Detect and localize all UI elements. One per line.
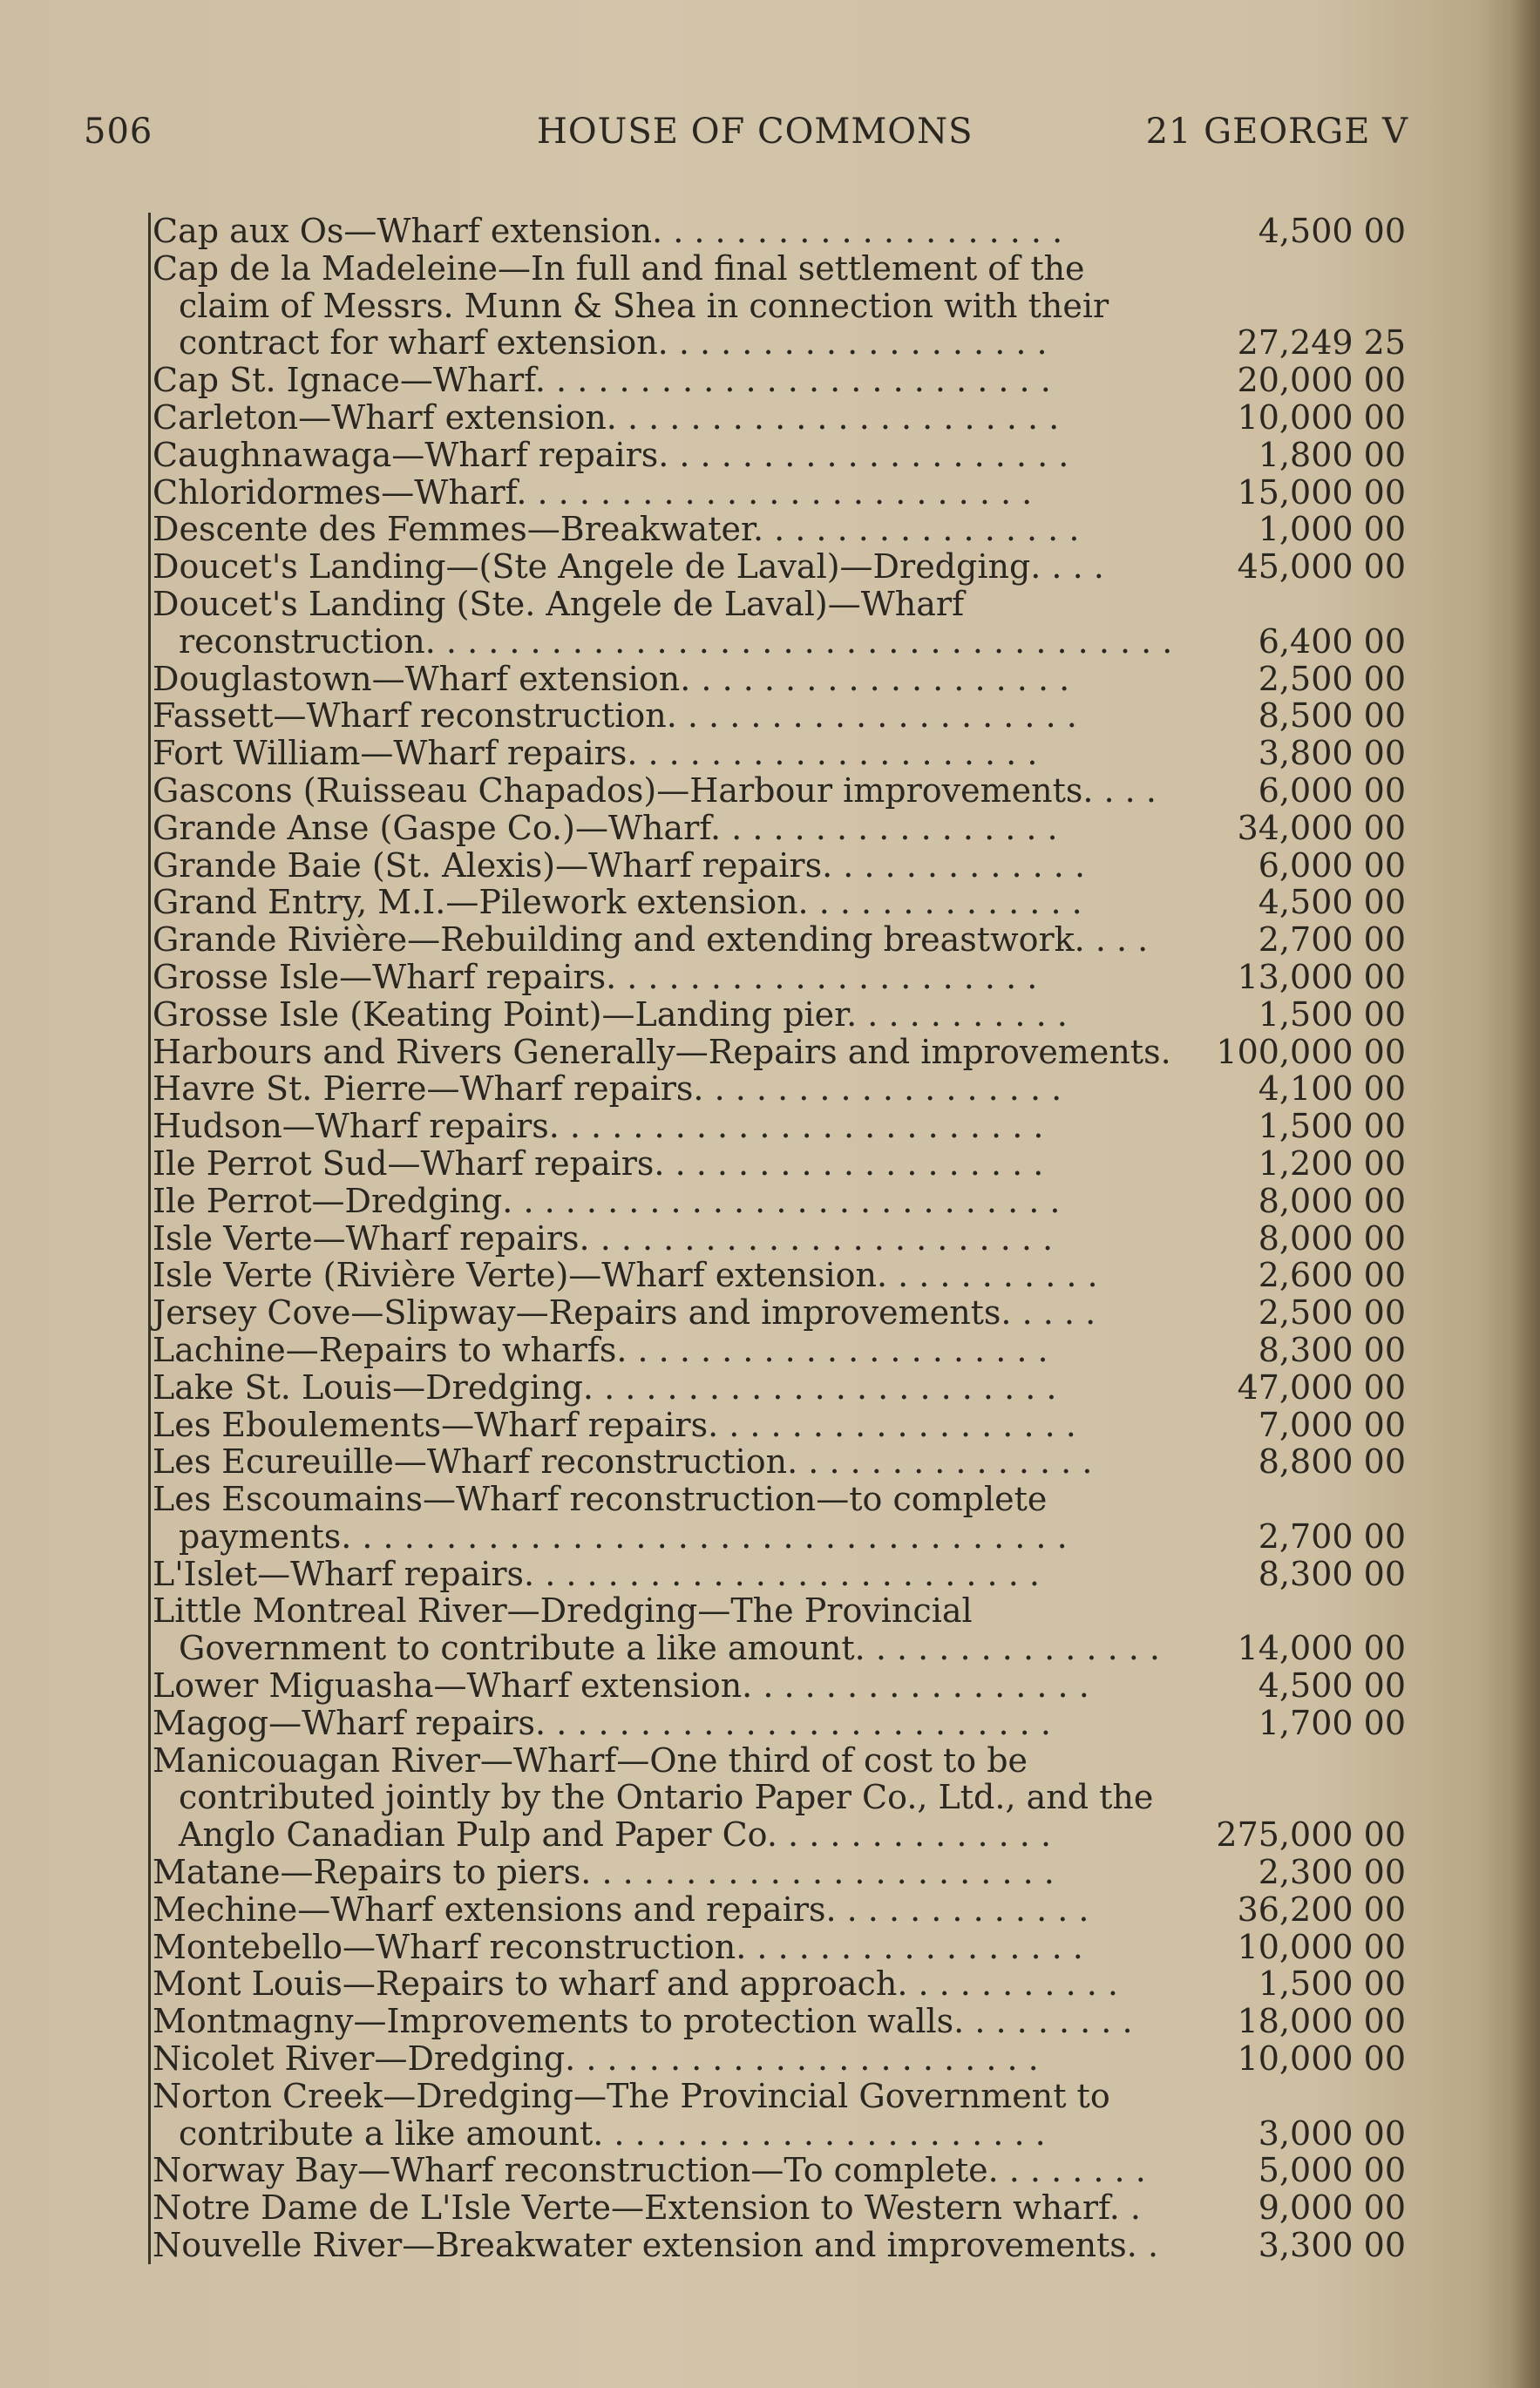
list-item xyxy=(151,847,1406,885)
entry-description: Doucet's Landing (Ste. Angele de Laval)—Wharf reconstruction. . . . . . . . . . . . . . . . . . . . . . . . . . . . . . . . . . . . xyxy=(153,585,1173,661)
entry-description: L'Islet—Wharf repairs. . . . . . . . . . . . . . . . . . . . . . . . . xyxy=(153,1555,1040,1593)
entry-description: Grande Anse (Gaspe Co.)—Wharf. . . . . . . . . . . . . . . . . xyxy=(153,809,1058,847)
entry-amount: 9,000 00 xyxy=(1258,2188,1406,2228)
entry-description: Nicolet River—Dredging. . . . . . . . . . . . . . . . . . . . . . . xyxy=(153,2040,1039,2078)
list-item xyxy=(151,2227,1406,2264)
entry-amount: 45,000 00 xyxy=(1237,547,1406,587)
entry-amount: 100,000 00 xyxy=(1216,1032,1406,1071)
entry-description: Mont Louis—Repairs to wharf and approach. . . . . . . . . . . xyxy=(153,1965,1118,2004)
entry-description: Grosse Isle (Keating Point)—Landing pier. . . . . . . . . . . xyxy=(153,995,1068,1034)
entry-description: Mechine—Wharf extensions and repairs. . . . . . . . . . . . . xyxy=(153,1890,1089,1929)
list-item xyxy=(151,1145,1406,1183)
list-item xyxy=(151,437,1406,474)
entry-description: Grande Rivière—Rebuilding and extending breastwork. . . . xyxy=(153,921,1149,959)
entry-amount: 10,000 00 xyxy=(1237,1927,1406,1966)
entry-amount: 4,500 00 xyxy=(1258,883,1406,922)
entry-description: Les Eboulements—Wharf repairs. . . . . . . . . . . . . . . . . . xyxy=(153,1406,1076,1444)
list-item xyxy=(151,735,1406,772)
entry-description: Les Escoumains—Wharf reconstruction—to complete payments. . . . . . . . . . . . . . . . . . . . . . . . . . . . . . . . . . . xyxy=(153,1481,1068,1556)
page-header xyxy=(84,112,1408,164)
entry-amount: 3,000 00 xyxy=(1258,2113,1406,2153)
entry-description: Grande Baie (St. Alexis)—Wharf repairs. . . . . . . . . . . . . xyxy=(153,846,1086,885)
entry-description: Les Ecureuille—Wharf reconstruction. . . . . . . . . . . . . . . xyxy=(153,1443,1093,1482)
list-item xyxy=(151,661,1406,698)
list-item xyxy=(151,1369,1406,1407)
entry-amount: 4,500 00 xyxy=(1258,1666,1406,1706)
page-number: 506 xyxy=(84,112,153,152)
entry-description: Lake St. Louis—Dredging. . . . . . . . . . . . . . . . . . . . . . . xyxy=(153,1368,1057,1407)
entry-description: Jersey Cove—Slipway—Repairs and improvements. . . . . xyxy=(153,1294,1096,1332)
regnal-year: 21 GEORGE V xyxy=(1145,112,1408,152)
entry-amount: 1,500 00 xyxy=(1258,1964,1406,2004)
entry-amount: 10,000 00 xyxy=(1237,397,1406,437)
list-item xyxy=(151,362,1406,399)
entry-description: Norton Creek—Dredging—The Provincial Government to contribute a like amount. . . . . . . . . . . . . . . . . . . . . . xyxy=(153,2077,1121,2153)
list-item xyxy=(151,586,1406,661)
list-item xyxy=(151,1891,1406,1929)
list-item xyxy=(151,1929,1406,1966)
entry-description: Magog—Wharf repairs. . . . . . . . . . . . . . . . . . . . . . . . . xyxy=(153,1704,1051,1742)
entry-description: Lachine—Repairs to wharfs. . . . . . . . . . . . . . . . . . . . . xyxy=(153,1331,1048,1369)
entry-description: Descente des Femmes—Breakwater. . . . . . . . . . . . . . . . xyxy=(153,511,1080,549)
entry-description: Isle Verte—Wharf repairs. . . . . . . . . . . . . . . . . . . . . . . xyxy=(153,1219,1054,1258)
list-item xyxy=(151,772,1406,810)
entry-amount: 2,600 00 xyxy=(1258,1256,1406,1295)
list-item xyxy=(151,1183,1406,1220)
entry-description: Grosse Isle—Wharf repairs. . . . . . . . . . . . . . . . . . . . . xyxy=(153,958,1038,996)
entry-description: Harbours and Rivers Generally—Repairs and improvements. xyxy=(153,1033,1171,1071)
entry-amount: 4,100 00 xyxy=(1258,1069,1406,1109)
entry-amount: 275,000 00 xyxy=(1216,1815,1406,1855)
list-item xyxy=(151,511,1406,548)
entry-amount: 5,000 00 xyxy=(1258,2151,1406,2190)
list-item xyxy=(151,1667,1406,1705)
list-item xyxy=(151,1108,1406,1145)
entry-amount: 1,000 00 xyxy=(1258,510,1406,549)
entry-description: Montebello—Wharf reconstruction. . . . . . . . . . . . . . . . . xyxy=(153,1928,1083,1966)
entry-description: Doucet's Landing—(Ste Angele de Laval)—Dredging. . . . xyxy=(153,548,1104,586)
entry-description: Isle Verte (Rivière Verte)—Wharf extension. . . . . . . . . . . xyxy=(153,1257,1098,1295)
entry-amount: 4,500 00 xyxy=(1258,212,1406,250)
entry-amount: 36,200 00 xyxy=(1237,1889,1406,1929)
list-item xyxy=(151,2003,1406,2040)
entry-description: Cap St. Ignace—Wharf. . . . . . . . . . . . . . . . . . . . . . . . . xyxy=(153,362,1051,399)
entry-description: Nouvelle River—Breakwater extension and improvements. . xyxy=(153,2227,1159,2264)
entry-description: Caughnawaga—Wharf repairs. . . . . . . . . . . . . . . . . . . . xyxy=(153,436,1069,474)
list-item xyxy=(151,213,1406,250)
list-item xyxy=(151,1742,1406,1854)
entry-amount: 1,800 00 xyxy=(1258,435,1406,474)
entry-amount: 8,500 00 xyxy=(1258,696,1406,736)
entry-description: Notre Dame de L'Isle Verte—Extension to Western wharf. . xyxy=(153,2189,1141,2228)
entry-amount: 18,000 00 xyxy=(1237,2002,1406,2041)
list-item xyxy=(151,1294,1406,1332)
list-item xyxy=(151,1854,1406,1891)
list-item xyxy=(151,2152,1406,2189)
entry-amount: 8,800 00 xyxy=(1258,1442,1406,1482)
entry-description: Grand Entry, M.I.—Pilework extension. . . . . . . . . . . . . . xyxy=(153,884,1082,922)
list-item xyxy=(151,1332,1406,1369)
list-item xyxy=(151,1407,1406,1444)
entry-amount: 1,500 00 xyxy=(1258,1107,1406,1146)
entry-amount: 6,000 00 xyxy=(1258,770,1406,810)
entry-amount: 10,000 00 xyxy=(1237,2039,1406,2079)
list-item xyxy=(151,1257,1406,1294)
entry-amount: 8,300 00 xyxy=(1258,1554,1406,1593)
list-item xyxy=(151,1965,1406,2003)
entry-amount: 2,700 00 xyxy=(1258,1516,1406,1556)
entry-amount: 20,000 00 xyxy=(1237,361,1406,400)
list-item xyxy=(151,250,1406,362)
entry-description: Cap de la Madeleine—In full and final settlement of the claim of Messrs. Munn & Shea in connection with their contract for wharf extension. . . . . . . . . . . . . . . . . . . xyxy=(153,249,1120,363)
entry-amount: 6,400 00 xyxy=(1258,621,1406,661)
list-item xyxy=(151,697,1406,735)
entry-amount: 14,000 00 xyxy=(1237,1629,1406,1668)
entry-amount: 6,000 00 xyxy=(1258,845,1406,885)
list-item xyxy=(151,1443,1406,1481)
entry-description: Fassett—Wharf reconstruction. . . . . . . . . . . . . . . . . . . . xyxy=(153,697,1077,736)
entry-amount: 27,249 25 xyxy=(1237,323,1406,363)
page-title: HOUSE OF COMMONS xyxy=(537,112,974,152)
entry-amount: 7,000 00 xyxy=(1258,1405,1406,1444)
list-item xyxy=(151,399,1406,437)
list-item xyxy=(151,1556,1406,1593)
entry-amount: 8,000 00 xyxy=(1258,1181,1406,1220)
book-spine-edge xyxy=(1509,0,1540,2388)
entry-description: Ile Perrot—Dredging. . . . . . . . . . . . . . . . . . . . . . . . . . . xyxy=(153,1182,1061,1220)
appropriation-list xyxy=(148,213,1406,2264)
list-item xyxy=(151,548,1406,586)
entry-amount: 13,000 00 xyxy=(1237,957,1406,996)
entry-amount: 8,300 00 xyxy=(1258,1330,1406,1369)
list-item xyxy=(151,810,1406,847)
list-item xyxy=(151,1592,1406,1667)
entry-description: Norway Bay—Wharf reconstruction—To complete. . . . . . . . xyxy=(153,2152,1146,2190)
entry-description: Carleton—Wharf extension. . . . . . . . . . . . . . . . . . . . . . xyxy=(153,398,1060,437)
entry-amount: 34,000 00 xyxy=(1237,808,1406,847)
entry-amount: 3,300 00 xyxy=(1258,2226,1406,2265)
list-item xyxy=(151,1481,1406,1556)
list-item xyxy=(151,474,1406,512)
entry-description: Ile Perrot Sud—Wharf repairs. . . . . . . . . . . . . . . . . . . xyxy=(153,1144,1044,1183)
entry-description: Manicouagan River—Wharf—One third of cost to be contributed jointly by the Ontario Paper Co., Ltd., and the Anglo Canadian Pulp and Paper Co. . . . . . . . . . . . . . xyxy=(153,1741,1164,1855)
entry-description: Hudson—Wharf repairs. . . . . . . . . . . . . . . . . . . . . . . . xyxy=(153,1108,1044,1145)
entry-amount: 2,500 00 xyxy=(1258,1293,1406,1333)
entry-amount: 2,500 00 xyxy=(1258,659,1406,698)
list-item xyxy=(151,959,1406,996)
entry-description: Lower Miguasha—Wharf extension. . . . . . . . . . . . . . . . . xyxy=(153,1667,1089,1705)
entry-description: Montmagny—Improvements to protection walls. . . . . . . . . xyxy=(153,2003,1133,2041)
entry-description: Chloridormes—Wharf. . . . . . . . . . . . . . . . . . . . . . . . . xyxy=(153,473,1033,512)
entry-description: Matane—Repairs to piers. . . . . . . . . . . . . . . . . . . . . . . xyxy=(153,1854,1055,1891)
entry-amount: 1,200 00 xyxy=(1258,1143,1406,1183)
entry-amount: 2,700 00 xyxy=(1258,920,1406,960)
entry-amount: 47,000 00 xyxy=(1237,1367,1406,1407)
list-item xyxy=(151,1705,1406,1742)
entry-amount: 1,700 00 xyxy=(1258,1703,1406,1742)
list-item xyxy=(151,1070,1406,1108)
list-item xyxy=(151,921,1406,959)
entry-amount: 8,000 00 xyxy=(1258,1218,1406,1258)
entry-description: Fort William—Wharf repairs. . . . . . . . . . . . . . . . . . . . xyxy=(153,735,1038,772)
entry-amount: 3,800 00 xyxy=(1258,734,1406,773)
list-item xyxy=(151,2078,1406,2153)
entry-description: Havre St. Pierre—Wharf repairs. . . . . . . . . . . . . . . . . . xyxy=(153,1070,1062,1109)
entry-amount: 15,000 00 xyxy=(1237,472,1406,512)
list-item xyxy=(151,2189,1406,2227)
list-item xyxy=(151,996,1406,1034)
entry-description: Cap aux Os—Wharf extension. . . . . . . . . . . . . . . . . . . . xyxy=(153,213,1063,250)
entry-description: Gascons (Ruisseau Chapados)—Harbour improvements. . . . xyxy=(153,771,1157,810)
list-item xyxy=(151,2040,1406,2078)
list-item xyxy=(151,1034,1406,1071)
entry-description: Douglastown—Wharf extension. . . . . . . . . . . . . . . . . . . xyxy=(153,660,1070,698)
list-item xyxy=(151,1220,1406,1258)
list-item xyxy=(151,884,1406,921)
entry-amount: 1,500 00 xyxy=(1258,994,1406,1034)
entry-description: Little Montreal River—Dredging—The Provincial Government to contribute a like amount. . . . . . . . . . . . . . . xyxy=(153,1592,1160,1668)
entry-amount: 2,300 00 xyxy=(1258,1853,1406,1892)
